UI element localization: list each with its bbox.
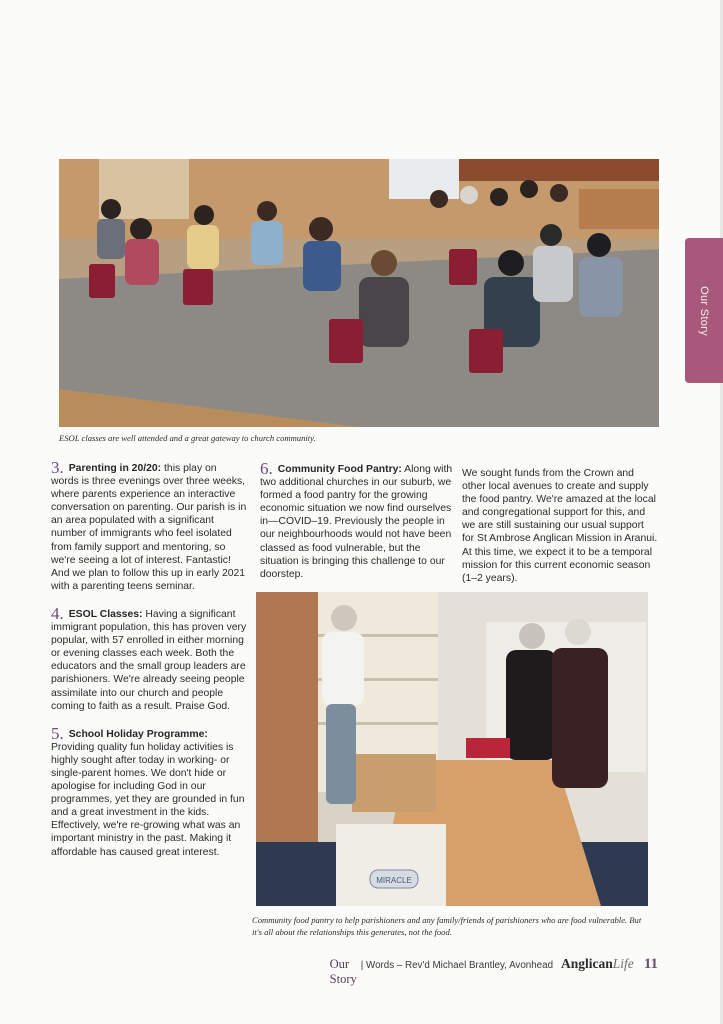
footer-section: Our Story <box>329 957 357 986</box>
logo-life: Life <box>612 956 634 971</box>
article-title: ESOL Classes: <box>68 608 143 620</box>
page-footer <box>329 956 658 986</box>
page-number: 11 <box>643 956 658 972</box>
footer-credit: | Words – Rev'd Michael Brantley, Avonhead <box>360 960 554 971</box>
article-title: Parenting in 20/20: <box>68 463 162 474</box>
article-title: School Holiday Programme: <box>68 728 208 740</box>
column-3 <box>462 467 658 585</box>
food-pantry-photo-caption: Community food pantry to help parishioners and any family/friends of parishioners who are food vulnerable. But it's all about the relationships this generates, not the food. <box>252 915 642 937</box>
article-body: Providing quality fun holiday activities is highly sought after today in working- or single-parent homes. We don't hide or apologise for including God in our programmes, yet they are grounded in fun and a great investment in the kids. Effectively, we're re-growing what was an important ministry in the past. Making it affordable has caused great interest. <box>51 741 245 858</box>
article-body: Having a significant immigrant population, this has proven very popular, with 57 enrolled in either morning or evening classes each week. Both the educators and the small group leaders are parishioners. We're already seeing people assimilate into our church and people coming to faith as a result. Praise God. <box>51 608 247 712</box>
food-pantry-photo <box>256 592 648 906</box>
article-food-pantry <box>260 459 456 581</box>
article-number: 3. <box>51 458 64 477</box>
article-body: this play on words is three evenings over three weeks, where parents experience an interactive conversation on parenting. Our parish is in an area populated with a significant number of immigrants who feel isolated from family support and mentoring, so we're seeing a lot of interest. Fantastic! And we plan to follow this up in early 2021 with a parenting teens seminar. <box>51 463 247 592</box>
article-esol <box>51 603 247 713</box>
article-continuation: We sought funds from the Crown and other local avenues to create and supply the food pantry. We're amazed at the local and congregational support for this, and we are still sustaining our usual support for St Ambrose Anglican Mission in Aranui. At this time, we expect it to be a temporal mission for this current economic season (1–2 years). <box>462 468 658 584</box>
column-1 <box>51 458 247 873</box>
column-2 <box>260 459 456 595</box>
side-tab-label: Our Story <box>698 285 710 336</box>
article-title: Community Food Pantry: <box>277 464 402 475</box>
miracle-box-label: MIRACLE <box>376 876 412 885</box>
esol-class-photo <box>59 159 659 427</box>
article-body: Along with two additional churches in our suburb, we formed a food pantry for the growing economic situation we now find ourselves in—COVID–19. Previously the people in our neighbourhoods would not have been classed as food vulnerable, but the situation is bringing this challenge to our doorstep. <box>260 464 453 580</box>
article-number: 4. <box>51 603 64 623</box>
article-holiday-programme <box>51 723 247 859</box>
article-number: 6. <box>260 459 273 478</box>
logo-anglican: Anglican <box>561 956 613 971</box>
section-side-tab <box>685 238 723 383</box>
esol-photo-caption: ESOL classes are well attended and a great gateway to church community. <box>59 433 316 443</box>
anglican-life-logo <box>561 956 634 972</box>
article-parenting <box>51 458 247 593</box>
article-number: 5. <box>51 723 64 743</box>
